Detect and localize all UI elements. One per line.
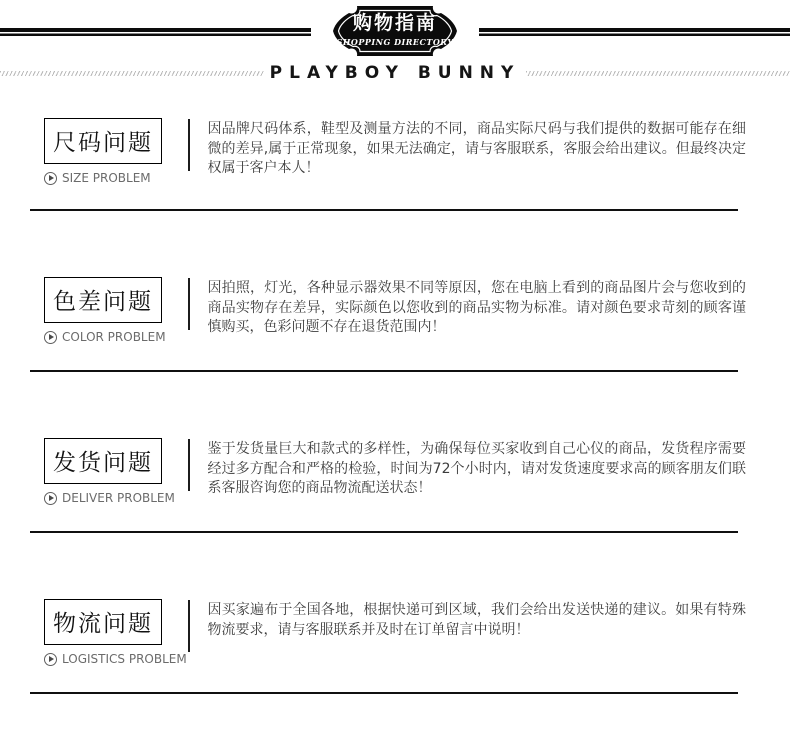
vertical-divider xyxy=(188,119,190,171)
section-subtitle xyxy=(44,171,188,185)
section-body-text: 因拍照，灯光，各种显示器效果不同等原因，您在电脑上看到的商品图片会与您收到的商品实物存在差异，实际颜色以您收到的商品实物为标准。请对颜色要求苛刻的顾客谨慎购买，色彩问题不存在退货范围内！ xyxy=(207,280,746,335)
section-subtitle xyxy=(44,491,188,505)
section-subtitle-label: SIZE PROBLEM xyxy=(62,171,151,185)
vertical-divider xyxy=(188,439,190,491)
section-title-box: 物流问题 xyxy=(44,599,162,645)
badge-subtitle: SHOPPING DIRECTORY xyxy=(336,37,454,47)
section-body-text: 因买家遍布于全国各地，根据快递可到区域，我们会给出发送快递的建议。如果有特殊物流要求，请与客服联系并及时在订单留言中说明！ xyxy=(207,602,746,638)
section-heading-block xyxy=(44,599,188,666)
shopping-guide-badge xyxy=(333,6,457,56)
section-subtitle-label: LOGISTICS PROBLEM xyxy=(62,652,187,666)
section-color-problem xyxy=(0,277,790,344)
section-separator xyxy=(30,692,738,694)
header xyxy=(0,6,790,56)
zigzag-left xyxy=(0,71,264,76)
section-heading-block xyxy=(44,118,188,185)
section-subtitle-label: DELIVER PROBLEM xyxy=(62,491,175,505)
badge-title: 购物指南 xyxy=(352,12,437,34)
section-title-box: 尺码问题 xyxy=(44,118,162,164)
section-subtitle-label: COLOR PROBLEM xyxy=(62,330,166,344)
play-circle-icon xyxy=(44,172,57,185)
header-rule-right xyxy=(479,28,790,36)
section-title-box: 发货问题 xyxy=(44,438,162,484)
play-circle-icon xyxy=(44,492,57,505)
play-circle-icon xyxy=(44,653,57,666)
section-heading-block xyxy=(44,277,188,344)
section-heading-block xyxy=(44,438,188,505)
header-rule-left xyxy=(0,28,311,36)
section-body-text: 鉴于发货量巨大和款式的多样性，为确保每位买家收到自己心仪的商品，发货程序需要经过多方配合和严格的检验，时间为72个小时内，请对发货速度要求高的顾客朋友们联系客服咨询您的商品物流配送状态！ xyxy=(207,441,746,496)
vertical-divider xyxy=(188,600,190,652)
section-subtitle xyxy=(44,330,188,344)
section-subtitle xyxy=(44,652,188,666)
vertical-divider xyxy=(188,278,190,330)
play-circle-icon xyxy=(44,331,57,344)
section-separator xyxy=(30,209,738,211)
section-logistics-problem xyxy=(0,599,790,666)
section-size-problem xyxy=(0,118,790,185)
zigzag-right xyxy=(526,71,790,76)
section-separator xyxy=(30,531,738,533)
brand-name: PLAYBOY BUNNY xyxy=(269,63,521,83)
section-title-box: 色差问题 xyxy=(44,277,162,323)
section-separator xyxy=(30,370,738,372)
section-body-text: 因品牌尺码体系，鞋型及测量方法的不同，商品实际尺码与我们提供的数据可能存在细微的差异,属于正常现象，如果无法确定，请与客服联系，客服会给出建议。但最终决定权属于客户本人！ xyxy=(207,121,746,176)
section-deliver-problem xyxy=(0,438,790,505)
brand-row xyxy=(0,62,790,84)
